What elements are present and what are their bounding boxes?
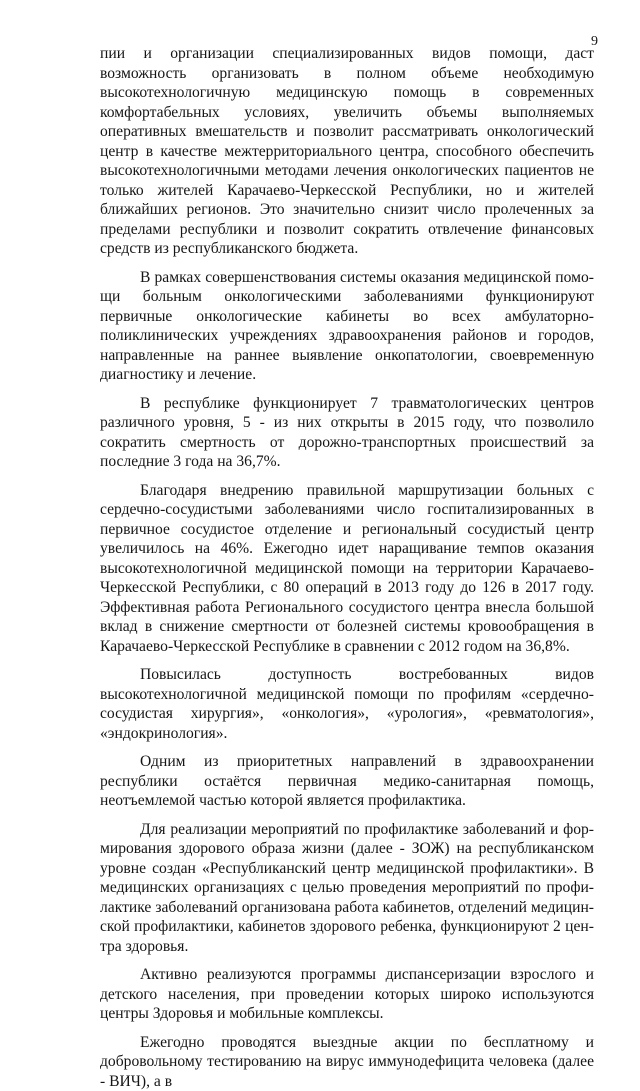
paragraph-high-tech-care: Повысилась доступность востребованных видов высокотехнологичной медицинской помощи по профилям «сердечно-сосудистая хирургия», «онкология», «урология», «ревматология», «эндокринология». (100, 665, 594, 743)
paragraph-oncology-center: пии и организации специализированных видов помощи, даст возможность организовать в полном объеме необходимую высокотехнологичную медицинскую помощь в современных комфортабельных условиях, увеличить объемы выполняемых оперативных вмешательств и позволит рассматривать онкологический центр в качестве межтерриториального центра, способного обеспечить высокотехнологичными методами лечения онкологических пациентов не только жителей Карачаево-Черкесской Республики, но и жителей ближайших регионов. Это значительно снизит число пролеченных за пределами республики и позволит сократить отвлечение финансовых средств из республиканского бюджета. (100, 44, 594, 259)
paragraph-prevention-center: Для реализации мероприятий по профилактике заболеваний и формирования здорового образа жизни (далее - ЗОЖ) на республиканском уровне создан «Республиканский центр медицинской профилактики». В медицинских организациях с целью проведения мероприятий по профилактике заболеваний организована работа кабинетов, отделений медицинской профилактики, кабинетов здорового ребенка, функционируют 2 центра здоровья. (100, 820, 594, 957)
paragraph-vascular-center: Благодаря внедрению правильной маршрутизации больных с сердечно-сосудистыми заболеваниями число госпитализированных в первичное сосудистое отделение и региональный сосудистый центр увеличилось на 46%. Ежегодно идет наращивание темпов оказания высокотехнологичной медицинской помощи на территории Карачаево-Черкесской Республики, с 80 операций в 2013 году до 126 в 2017 году. Эффективная работа Регионального сосудистого центра внесла большой вклад в снижение смертности от болезней системы кровообращения в Карачаево-Черкесской Республике в сравнении с 2012 годом на 36,8%. (100, 481, 594, 657)
paragraph-primary-care: Одним из приоритетных направлений в здравоохранении республики остаётся первичная медико-санитарная помощь, неотъемлемой частью которой является профилактика. (100, 752, 594, 811)
paragraph-hiv-testing: Ежегодно проводятся выездные акции по бесплатному и добровольному тестированию на вирус иммунодефицита человека (далее - ВИЧ), а в (100, 1033, 594, 1091)
document-text (100, 44, 594, 1091)
page-number: 9 (591, 34, 598, 50)
paragraph-dispensary-programs: Активно реализуются программы диспансеризации взрослого и детского населения, при проведении которых широко используются центры Здоровья и мобильные комплексы. (100, 965, 594, 1024)
paragraph-oncology-cabinets: В рамках совершенствования системы оказания медицинской помощи больным онкологическими заболеваниями функционируют первичные онкологические кабинеты во всех амбулаторно-поликлинических учреждениях здравоохранения районов и городов, направленные на раннее выявление онкопатологии, своевременную диагностику и лечение. (100, 268, 594, 385)
paragraph-trauma-centers: В республике функционирует 7 травматологических центров различного уровня, 5 - из них открыты в 2015 году, что позволило сократить смертность от дорожно-транспортных происшествий за последние 3 года на 36,7%. (100, 394, 594, 472)
